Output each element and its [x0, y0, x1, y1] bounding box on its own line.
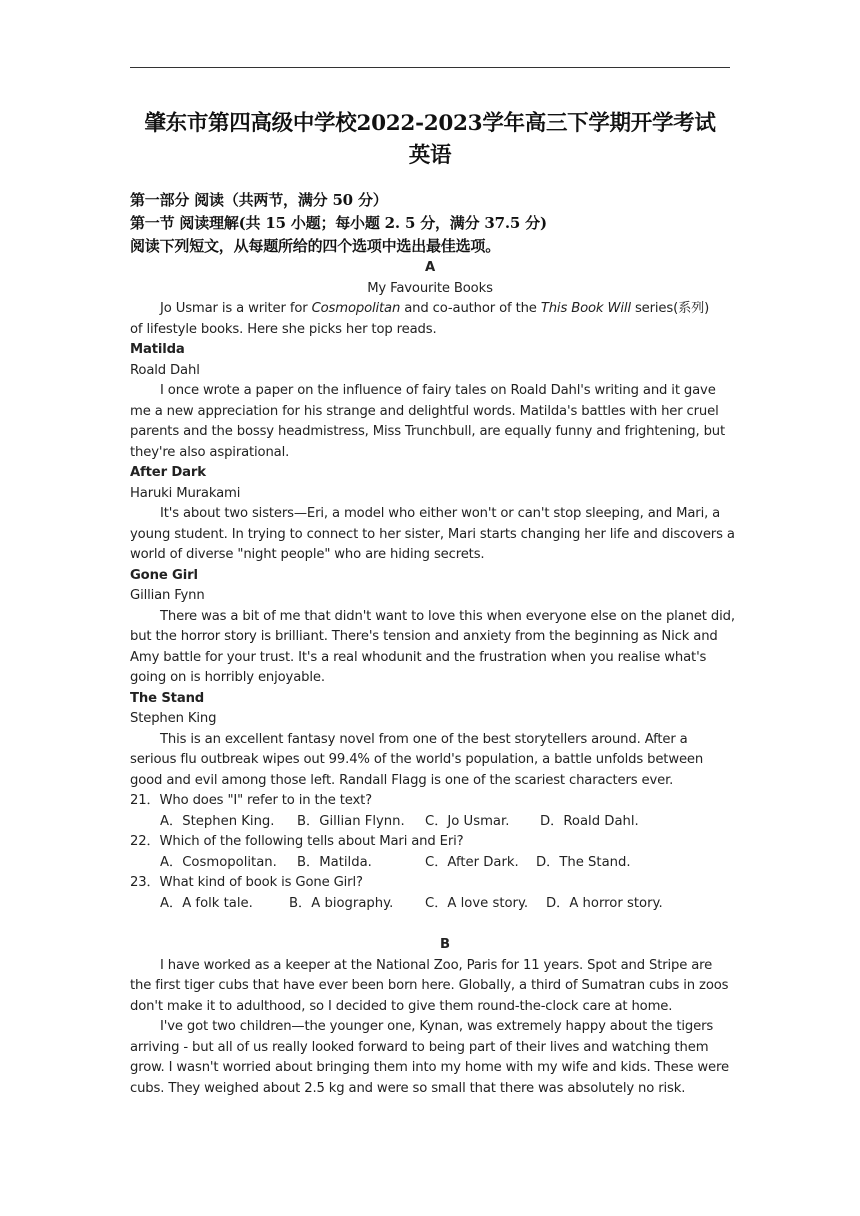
book-title: Gone Girl: [130, 568, 198, 583]
exam-subject: 英语: [408, 143, 452, 168]
passage-b-label: B: [440, 937, 450, 952]
book-author: Haruki Murakami: [130, 486, 241, 501]
book-author: Stephen King: [130, 711, 217, 726]
answer-option[interactable]: D．A horror story.: [546, 896, 663, 911]
answer-option[interactable]: A．A folk tale.: [160, 896, 253, 911]
passage-b-line: don't make it to adulthood, so I decided to give them round-the-clock care at home.: [130, 999, 673, 1014]
answer-option[interactable]: A．Stephen King.: [160, 814, 275, 829]
passage-b-line: the first tiger cubs that have ever been born here. Globally, a third of Sumatran cubs in zoos: [130, 978, 729, 993]
book-review-line: This is an excellent fantasy novel from one of the best storytellers around. After a: [160, 732, 688, 747]
answer-option[interactable]: B．A biography.: [289, 896, 394, 911]
intro-text: Jo Usmar is a writer for: [160, 301, 312, 316]
book-review-line: going on is horribly enjoyable.: [130, 670, 325, 685]
passage-a-intro: [160, 299, 730, 320]
passage-b-line: I've got two children—the younger one, Kynan, was extremely happy about the tigers: [160, 1019, 714, 1034]
book-review-line: but the horror story is brilliant. There's tension and anxiety from the beginning as Nick and: [130, 629, 718, 644]
answer-option[interactable]: A．Cosmopolitan.: [160, 855, 277, 870]
passage-a-title: My Favourite Books: [367, 281, 493, 296]
book-author: Gillian Fynn: [130, 588, 205, 603]
answer-option[interactable]: B．Gillian Flynn.: [297, 814, 405, 829]
book-title: After Dark: [130, 465, 206, 480]
passage-b-line: cubs. They weighed about 2.5 kg and were so small that there was absolutely no risk.: [130, 1081, 686, 1096]
passage-b-line: arriving - but all of us really looked forward to being part of their lives and watching them: [130, 1040, 709, 1055]
book-review-line: There was a bit of me that didn't want to love this when everyone else on the planet did,: [160, 609, 735, 624]
book-review-line: parents and the bossy headmistress, Miss Trunchbull, are equally funny and frightening, but: [130, 424, 726, 439]
book-title: Matilda: [130, 342, 185, 357]
question-stem: 22．Which of the following tells about Mari and Eri?: [130, 834, 464, 849]
instruction: 阅读下列短文，从每题所给的四个选项中选出最佳选项。: [130, 237, 501, 255]
answer-option[interactable]: B．Matilda.: [297, 855, 372, 870]
answer-option[interactable]: D．Roald Dahl.: [540, 814, 639, 829]
intro-text: series(系列): [630, 301, 710, 316]
exam-title: 肇东市第四高级中学校2022-2023学年高三下学期开学考试: [144, 111, 716, 136]
book-review-line: me a new appreciation for his strange and delightful words. Matilda's battles with her cruel: [130, 404, 719, 419]
book-review-line: serious flu outbreak wipes out 99.4% of the world's population, a battle unfolds between: [130, 752, 704, 767]
passage-a-intro-cont: of lifestyle books. Here she picks her top reads.: [130, 322, 437, 337]
answer-option[interactable]: C．A love story.: [425, 896, 529, 911]
answer-option[interactable]: C．After Dark.: [425, 855, 519, 870]
intro-text: and co-author of the: [400, 301, 541, 316]
intro-magazine: Cosmopolitan: [311, 301, 401, 316]
passage-b-line: I have worked as a keeper at the National Zoo, Paris for 11 years. Spot and Stripe are: [160, 958, 713, 973]
section-heading: 第一节 阅读理解(共 15 小题；每小题 2. 5 分，满分 37.5 分): [130, 214, 547, 232]
book-title: The Stand: [130, 691, 205, 706]
book-review-line: young student. In trying to connect to her sister, Mari starts changing her life and discovers a: [130, 527, 735, 542]
book-author: Roald Dahl: [130, 363, 200, 378]
top-rule: [130, 67, 730, 68]
book-review-line: good and evil among those left. Randall Flagg is one of the scariest characters ever.: [130, 773, 674, 788]
book-review-line: I once wrote a paper on the influence of fairy tales on Roald Dahl's writing and it gave: [160, 383, 716, 398]
question-stem: 23．What kind of book is Gone Girl?: [130, 875, 363, 890]
question-stem: 21．Who does "I" refer to in the text?: [130, 793, 373, 808]
passage-b-line: grow. I wasn't worried about bringing them into my home with my wife and kids. These were: [130, 1060, 729, 1075]
intro-series: This Book Will: [540, 301, 631, 316]
passage-a-label: A: [424, 260, 436, 275]
book-review-line: they're also aspirational.: [130, 445, 290, 460]
part-heading: 第一部分 阅读（共两节，满分 50 分）: [130, 191, 388, 209]
book-review-line: Amy battle for your trust. It's a real whodunit and the frustration when you realise what's: [130, 650, 707, 665]
book-review-line: It's about two sisters—Eri, a model who either won't or can't stop sleeping, and Mari, a: [160, 506, 721, 521]
answer-option[interactable]: D．The Stand.: [536, 855, 631, 870]
answer-option[interactable]: C．Jo Usmar.: [425, 814, 510, 829]
book-review-line: world of diverse "night people" who are hiding secrets.: [130, 547, 485, 562]
